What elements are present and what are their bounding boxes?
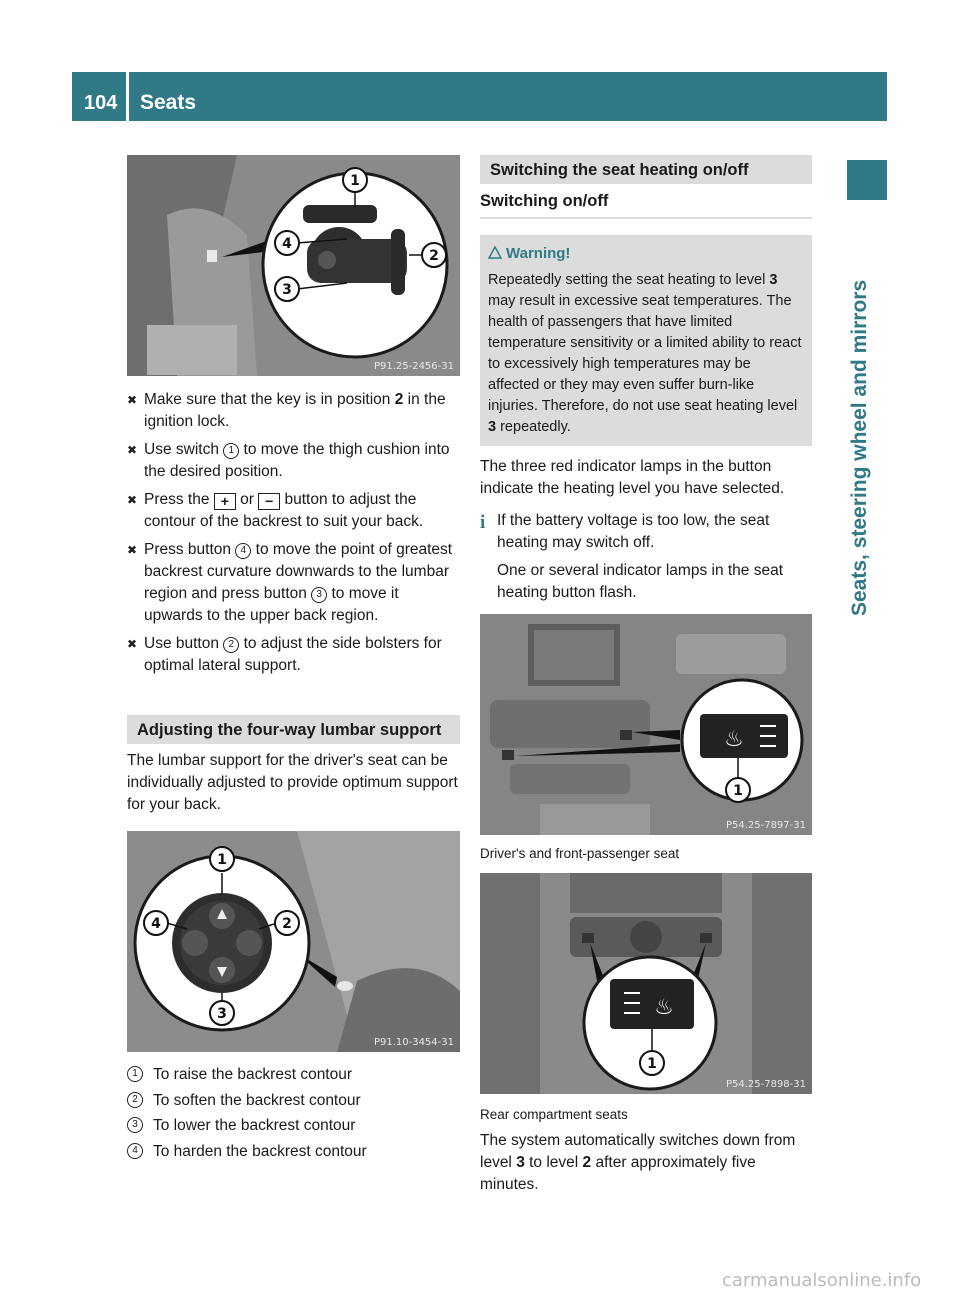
callout-label-4: 4: [282, 236, 292, 252]
warning-text: Repeatedly setting the seat heating to level 3 may result in excessive seat temperatures. The health of passengers that have limited temperature sensitivity or a limited ability to react to excessively high temperatures may be affected or they may even suffer burn-like injuries. Therefore, do not use seat heating level 3 repeatedly.: [488, 272, 802, 435]
step-item: ✖ Press button 4 to move the point of greatest backrest curvature downwards to the lumbar region and press button 3 to move it upwards to the upper back region.: [127, 541, 453, 624]
header-divider: [126, 72, 129, 121]
seat-controls-illustration: [127, 155, 460, 376]
callout-label-2: 2: [282, 916, 292, 932]
legend-item: 2 To soften the backrest contour: [127, 1090, 460, 1112]
callout-label-3: 3: [217, 1006, 227, 1022]
figure-code: P91.25-2456-31: [373, 361, 454, 372]
plus-key-icon: +: [214, 493, 236, 510]
callout-label-3: 3: [282, 282, 292, 298]
lumbar-legend: [127, 1064, 460, 1163]
seat-controls-figure: [127, 155, 460, 376]
footer-watermark: carmanualsonline.info: [722, 1270, 922, 1291]
figure-code: P91.10-3454-31: [373, 1037, 454, 1048]
legend-item: 1 To raise the backrest contour: [127, 1064, 460, 1086]
side-tab-marker: [847, 160, 887, 200]
page-number: 104: [84, 92, 118, 114]
side-tab-label: Seats, steering wheel and mirrors: [848, 279, 871, 616]
step-list: [127, 389, 460, 677]
callout-label-1: 1: [350, 173, 360, 189]
legend-item: 3 To lower the backrest contour: [127, 1115, 460, 1137]
minus-key-icon: −: [258, 493, 280, 510]
rear-heating-illustration: [480, 873, 812, 1094]
warning-icon: [488, 244, 502, 265]
lumbar-figure: [127, 831, 460, 1052]
callout-label-1: 1: [647, 1056, 657, 1072]
callout-number: 4: [235, 543, 251, 559]
warning-box: [480, 235, 812, 446]
info-icon: i: [480, 512, 486, 533]
indicator-text: The three red indicator lamps in the button indicate the heating level you have selected.: [480, 458, 785, 497]
lumbar-illustration: [127, 831, 460, 1052]
figure-code: P54.25-7897-31: [725, 820, 806, 831]
step-item: ✖ Use switch 1 to move the thigh cushion into the desired position.: [127, 441, 450, 480]
left-column: [127, 155, 460, 1166]
step-item: ✖ Use button 2 to adjust the side bolsters for optimal lateral support.: [127, 635, 442, 674]
heating-subheading: Switching on/off: [480, 184, 812, 219]
warning-title: Warning!: [488, 243, 804, 264]
info-note: i If the battery voltage is too low, the seat heating may switch off. One or several indicator lamps in the seat heating button flash.: [480, 512, 784, 601]
lumbar-heading: Adjusting the four-way lumbar support: [127, 715, 460, 744]
page-title: Seats: [140, 91, 197, 114]
callout-label-1: 1: [733, 783, 743, 799]
arrow-icon: ✖: [127, 393, 138, 407]
callout-number: 3: [311, 587, 327, 603]
arrow-icon: ✖: [127, 443, 138, 457]
lumbar-text: The lumbar support for the driver's seat can be individually adjusted to provide optimum support for your back.: [127, 752, 458, 813]
front-heating-figure: [480, 614, 812, 835]
arrow-icon: ✖: [127, 637, 138, 651]
right-column: [480, 155, 812, 1196]
svg-text:♨: ♨: [654, 995, 674, 1020]
svg-text:♨: ♨: [724, 727, 744, 752]
callout-label-4: 4: [151, 916, 161, 932]
step-item: ✖ Press the + or − button to adjust the contour of the backrest to suit your back.: [127, 491, 424, 530]
step-item: ✖ Make sure that the key is in position 2 in the ignition lock.: [127, 391, 446, 430]
heating-heading: Switching the seat heating on/off: [480, 155, 812, 184]
auto-switch-text: The system automatically switches down from level 3 to level 2 after approximately five minutes.: [480, 1132, 796, 1193]
callout-number: 1: [223, 443, 239, 459]
callout-number: 2: [223, 637, 239, 653]
arrow-icon: ✖: [127, 543, 138, 557]
figure-code: P54.25-7898-31: [725, 1079, 806, 1090]
callout-label-2: 2: [429, 248, 439, 264]
rear-caption: Rear compartment seats: [480, 1107, 628, 1122]
front-heating-illustration: [480, 614, 812, 835]
rear-heating-figure: [480, 873, 812, 1094]
arrow-icon: ✖: [127, 493, 138, 507]
callout-label-1: 1: [217, 852, 227, 868]
legend-item: 4 To harden the backrest contour: [127, 1141, 460, 1163]
front-caption: Driver's and front-passenger seat: [480, 846, 680, 861]
